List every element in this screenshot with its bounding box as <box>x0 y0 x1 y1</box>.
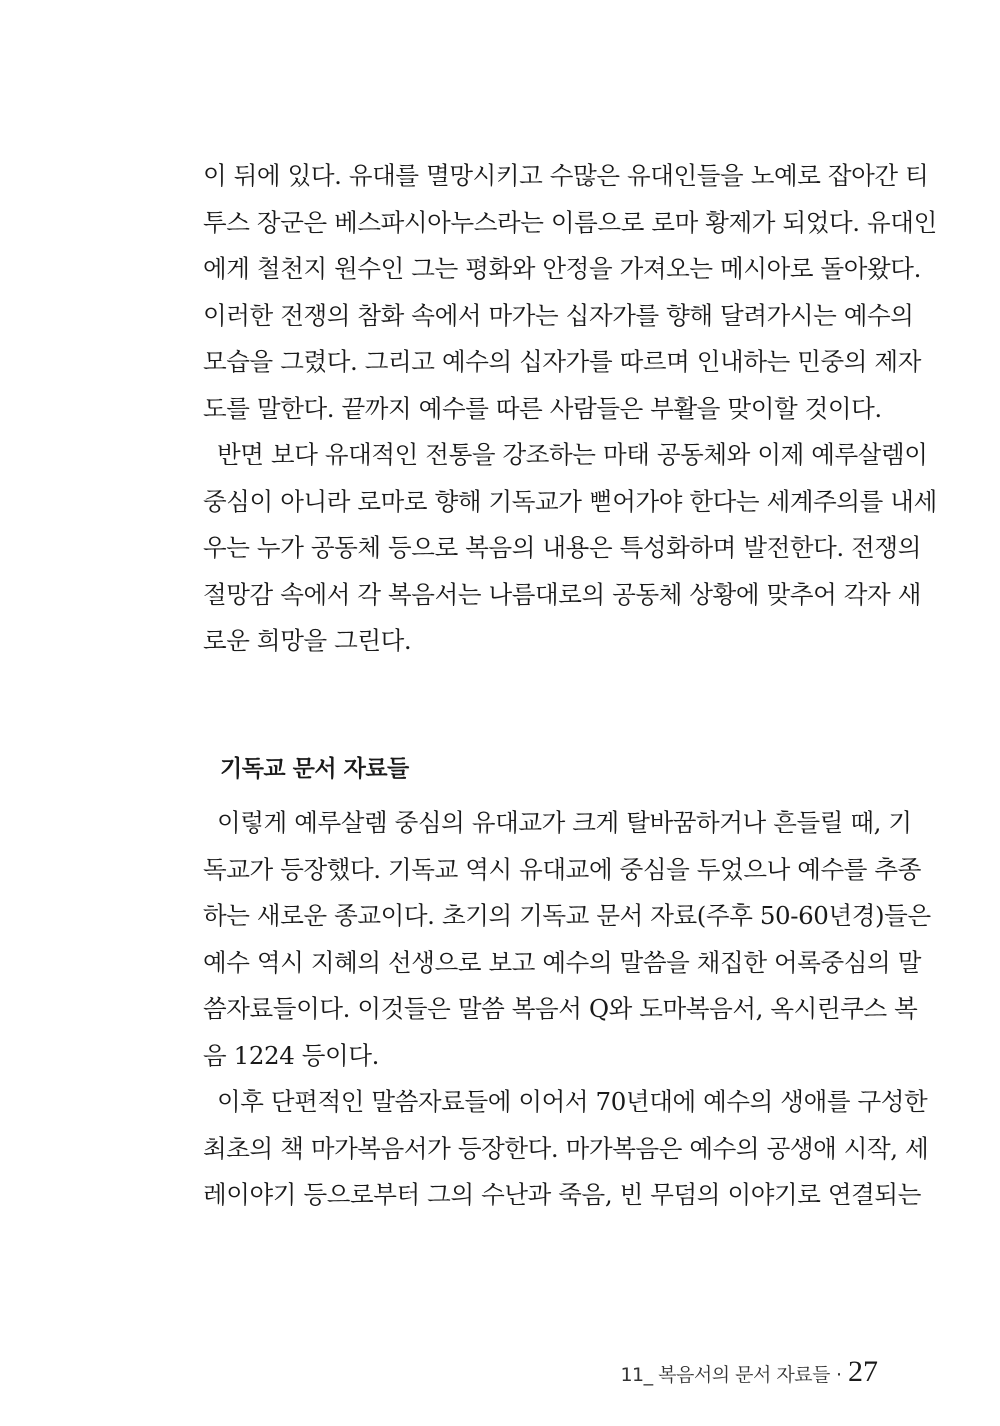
text-line: 음 1224 등이다. <box>203 1040 379 1070</box>
text-line: 중심이 아니라 로마로 향해 기독교가 뻗어가야 한다는 세계주의를 내세 <box>203 486 937 516</box>
footer-separator: · <box>835 1364 842 1386</box>
page-footer <box>620 1355 878 1389</box>
text-line: 모습을 그렸다. 그리고 예수의 십자가를 따르며 인내하는 민중의 제자 <box>203 347 921 376</box>
text-line: 절망감 속에서 각 복음서는 나름대로의 공동체 상황에 맞추어 각자 새 <box>203 579 921 609</box>
page-number: 27 <box>848 1355 878 1388</box>
text-line: 투스 장군은 베스파시아누스라는 이름으로 로마 황제가 되었다. 유대인 <box>203 207 937 237</box>
text-line: 우는 누가 공동체 등으로 복음의 내용은 특성화하며 발전한다. 전쟁의 <box>203 533 921 562</box>
text-line: 이렇게 예루살렘 중심의 유대교가 크게 탈바꿈하거나 흔들릴 때, 기 <box>217 808 912 837</box>
section-heading: 기독교 문서 자료들 <box>220 756 409 782</box>
text-line: 로운 희망을 그린다. <box>203 626 412 655</box>
text-line: 이후 단편적인 말씀자료들에 이어서 70년대에 예수의 생애를 구성한 <box>217 1087 928 1116</box>
text-line: 반면 보다 유대적인 전통을 강조하는 마태 공동체와 이제 예루살렘이 <box>217 440 928 469</box>
text-line: 하는 새로운 종교이다. 초기의 기독교 문서 자료(주후 50-60년경)들은 <box>203 901 931 930</box>
text-line: 이러한 전쟁의 참화 속에서 마가는 십자가를 향해 달려가시는 예수의 <box>203 300 914 330</box>
text-line: 예수 역시 지혜의 선생으로 보고 예수의 말씀을 채집한 어록중심의 말 <box>203 947 921 977</box>
text-line: 씀자료들이다. 이것들은 말씀 복음서 Q와 도마복음서, 옥시린쿠스 복 <box>203 994 918 1023</box>
text-line: 도를 말한다. 끝까지 예수를 따른 사람들은 부활을 맞이할 것이다. <box>203 393 882 423</box>
body-text-top <box>203 153 937 665</box>
body-text-bottom <box>203 800 931 1219</box>
running-footer-chapter: 11_ 복음서의 문서 자료들 <box>620 1364 830 1386</box>
text-line: 최초의 책 마가복음서가 등장한다. 마가복음은 예수의 공생애 시작, 세 <box>203 1133 929 1163</box>
text-line: 이 뒤에 있다. 유대를 멸망시키고 수많은 유대인들을 노예로 잡아간 티 <box>203 161 929 190</box>
text-line: 에게 철천지 원수인 그는 평화와 안정을 가져오는 메시아로 돌아왔다. <box>203 254 921 283</box>
text-line: 독교가 등장했다. 기독교 역시 유대교에 중심을 두었으나 예수를 추종 <box>203 854 921 884</box>
text-line: 레이야기 등으로부터 그의 수난과 죽음, 빈 무덤의 이야기로 연결되는 <box>203 1180 921 1209</box>
